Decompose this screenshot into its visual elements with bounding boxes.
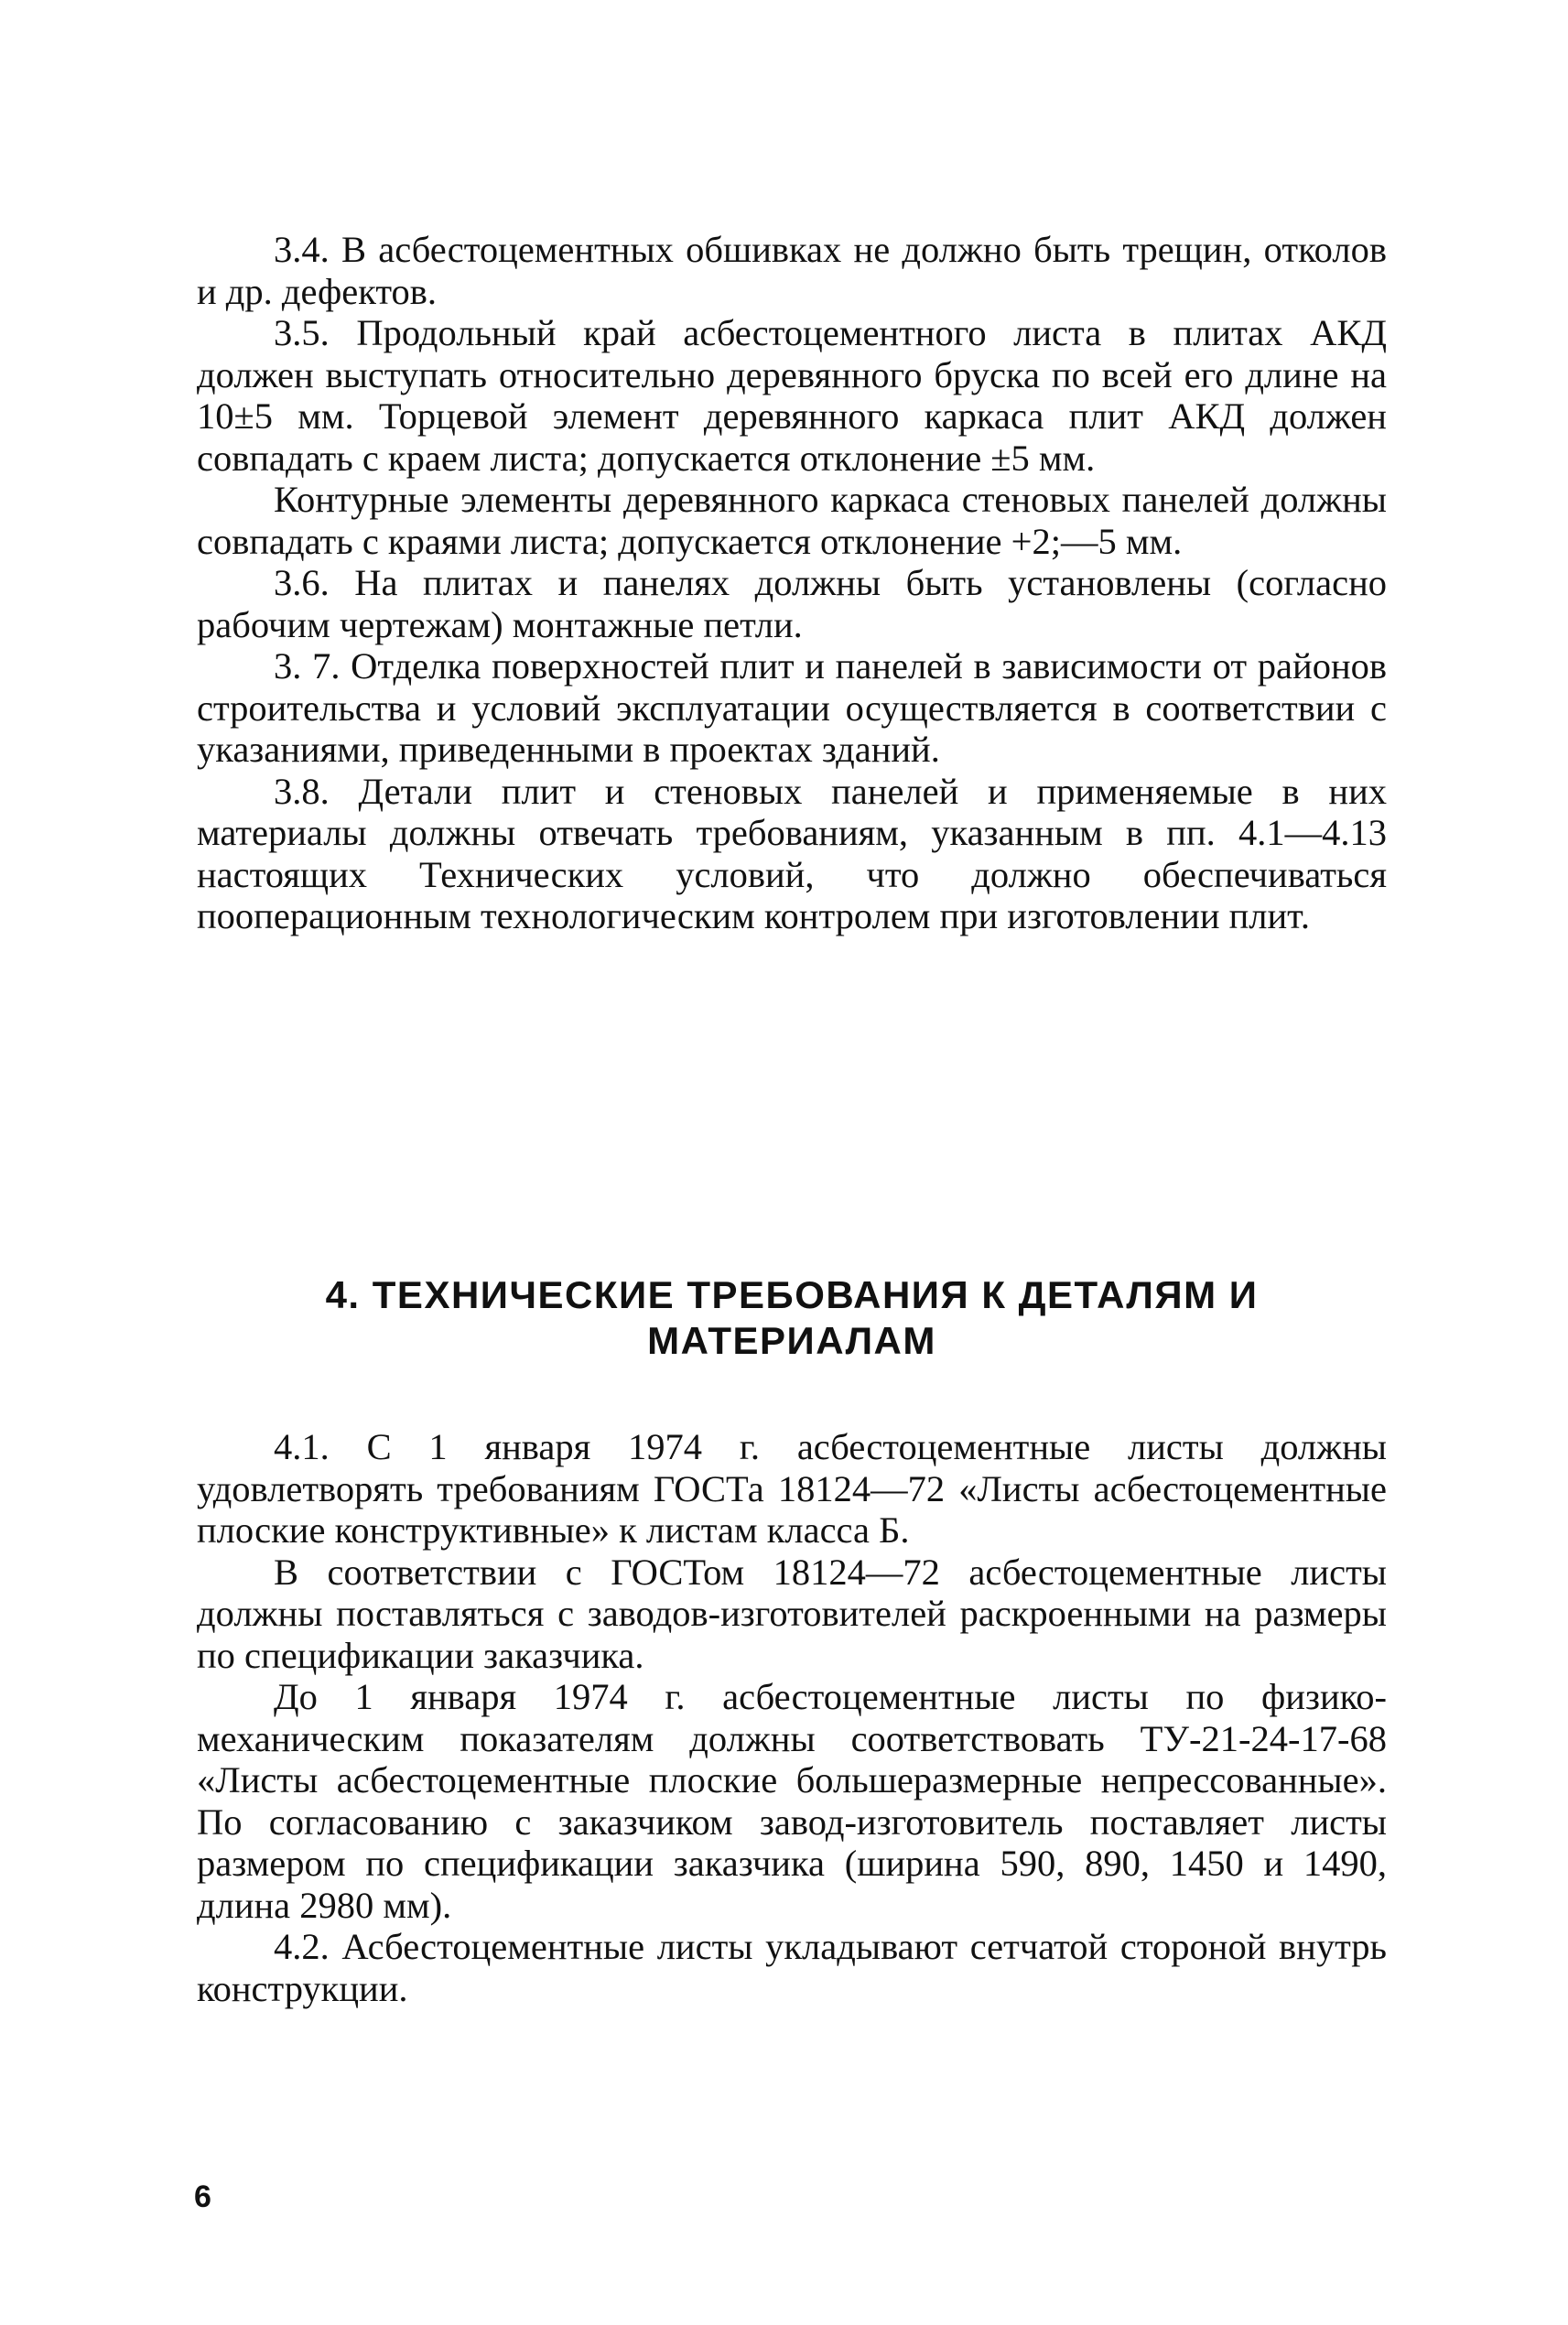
paragraph-4-1-gost: В соответствии с ГОСТом 18124—72 асбестоцементные листы должны поставляться с заводов-изготовителей раскроенными на размеры по спецификации заказчика. xyxy=(197,1551,1387,1676)
section-4-body xyxy=(197,1426,1387,2009)
paragraph-3-4: 3.4. В асбестоцементных обшивках не должно быть трещин, отколов и др. дефектов. xyxy=(197,229,1387,312)
paragraph-3-8: 3.8. Детали плит и стеновых панелей и применяемые в них материалы должны отвечать требованиям, указанным в пп. 4.1—4.13 настоящих Технических условий, что должно обеспечиваться пооперационным технологическим контролем при изготовлении плит. xyxy=(197,770,1387,936)
paragraph-3-5-contour: Контурные элементы деревянного каркаса стеновых панелей должны совпадать с краями листа; допускается отклонение +2;—5 мм. xyxy=(197,479,1387,562)
paragraph-3-5: 3.5. Продольный край асбестоцементного листа в плитах АКД должен выступать относительно деревянного бруска по всей его длине на 10±5 мм. Торцевой элемент деревянного каркаса плит АКД должен совпадать с краем листа; допускается отклонение ±5 мм. xyxy=(197,312,1387,479)
paragraph-4-2: 4.2. Асбестоцементные листы укладывают сетчатой стороной внутрь конструкции. xyxy=(197,1926,1387,2009)
section-4-heading: 4. ТЕХНИЧЕСКИЕ ТРЕБОВАНИЯ К ДЕТАЛЯМ И МАТЕРИАЛАМ xyxy=(325,1273,1259,1362)
section-3-body xyxy=(197,229,1387,937)
paragraph-4-1-before-1974: До 1 января 1974 г. асбестоцементные листы по физико-механическим показателям должны соответствовать ТУ-21-24-17-68 «Листы асбестоцементные плоские большеразмерные непрессованные». По согласованию с заказчиком завод-изготовитель поставляет листы размером по спецификации заказчика (ширина 590, 890, 1450 и 1490, длина 2980 мм). xyxy=(197,1676,1387,1926)
page-number: 6 xyxy=(194,2179,211,2214)
paragraph-4-1: 4.1. С 1 января 1974 г. асбестоцементные листы должны удовлетворять требованиям ГОСТа 18124—72 «Листы асбестоцементные плоские конструктивные» к листам класса Б. xyxy=(197,1426,1387,1551)
paragraph-3-7: 3. 7. Отделка поверхностей плит и панелей в зависимости от районов строительства и условий эксплуатации осуществляется в соответствии с указаниями, приведенными в проектах зданий. xyxy=(197,645,1387,770)
paragraph-3-6: 3.6. На плитах и панелях должны быть установлены (согласно рабочим чертежам) монтажные петли. xyxy=(197,562,1387,645)
